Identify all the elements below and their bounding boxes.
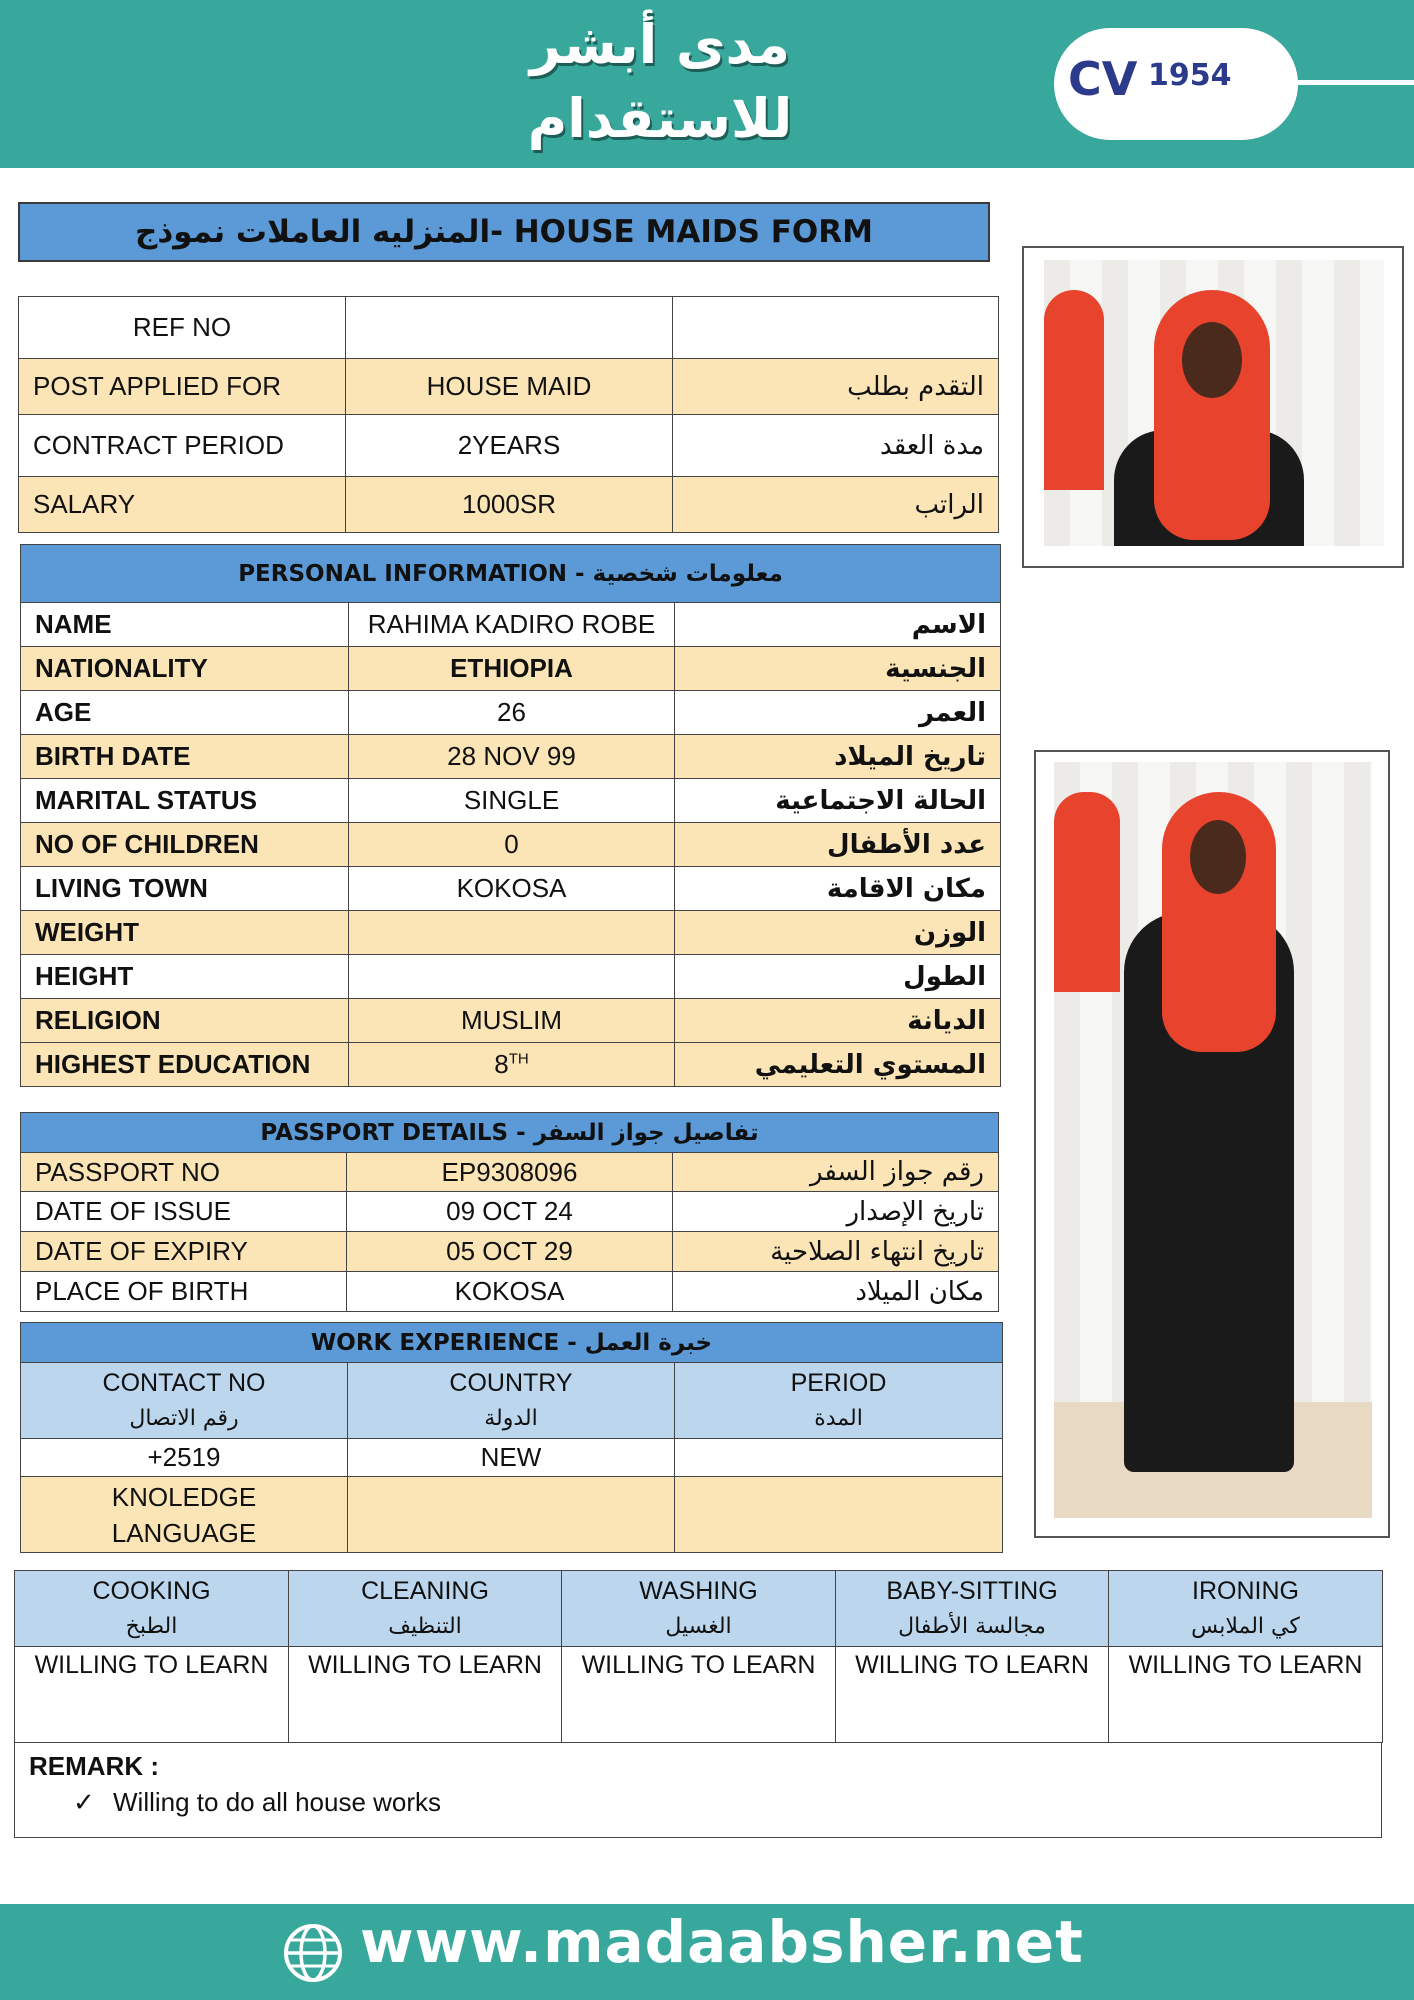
brand-logo-text [480,8,840,156]
table-row [15,1647,1383,1743]
field-label-ar: الجنسية [675,647,1001,691]
field-value: SINGLE [349,779,675,823]
field-label: NATIONALITY [21,647,349,691]
field-label-ar: مكان الميلاد [673,1272,999,1312]
table-row [21,691,1001,735]
field-label-ar: عدد الأطفال [675,823,1001,867]
skill-header [15,1571,289,1647]
side-reflection [1054,792,1120,992]
table-row [21,1113,999,1153]
field-label: RELIGION [21,999,349,1043]
column-header-ar: الدولة [484,1405,538,1431]
ref-no-label: REF NO [19,297,346,359]
field-label-ar: رقم جواز السفر [673,1153,999,1192]
table-row [21,999,1001,1043]
personal-info-table [20,544,1001,1087]
field-label: NO OF CHILDREN [21,823,349,867]
table-row [21,955,1001,999]
education-value: 8 [494,1049,509,1079]
face [1190,820,1246,894]
period-value [675,1439,1003,1477]
post-ar: التقدم بطلب [673,359,999,415]
table-row [21,1232,999,1272]
skill-name-ar: كي الملابس [1191,1613,1300,1639]
contract-value: 2YEARS [346,415,673,477]
skill-header [289,1571,562,1647]
field-value: 0 [349,823,675,867]
field-label-ar: تاريخ الإصدار [673,1192,999,1232]
table-row [21,823,1001,867]
column-header-ar: المدة [814,1405,863,1431]
remark-box [14,1742,1382,1838]
skill-name-ar: الغسيل [665,1613,732,1639]
field-value: MUSLIM [349,999,675,1043]
field-label: BIRTH DATE [21,735,349,779]
remark-title: REMARK : [29,1751,159,1781]
knowledge-value [348,1477,675,1553]
brand-line-2: للاستقدام [527,87,793,150]
table-row [21,735,1001,779]
globe-icon [282,1922,344,1984]
field-label: MARITAL STATUS [21,779,349,823]
field-label: NAME [21,603,349,647]
skill-level: WILLING TO LEARN [289,1647,562,1743]
knowledge-line: KNOLEDGE [111,1481,257,1512]
skill-name: IRONING [1192,1576,1299,1605]
brand-line-1: مدى أبشر [529,13,791,76]
column-header-ar: رقم الاتصال [129,1405,239,1431]
application-table [18,296,999,533]
table-row [21,1043,1001,1087]
field-label: DATE OF EXPIRY [21,1232,347,1272]
post-value: HOUSE MAID [346,359,673,415]
field-value: 26 [349,691,675,735]
table-row [19,359,999,415]
passport-table [20,1112,999,1312]
website-link[interactable]: www.madaabsher.net [360,1908,1084,1976]
skills-table [14,1570,1383,1743]
table-row [21,545,1001,603]
field-label: HIGHEST EDUCATION [21,1043,349,1087]
side-reflection [1044,290,1104,490]
fullbody-photo-frame [1034,750,1390,1538]
column-header-en: CONTACT NO [102,1368,266,1397]
table-row [21,1323,1003,1363]
ref-no-value [346,297,673,359]
skill-header [562,1571,836,1647]
column-header [675,1363,1003,1439]
salary-value: 1000SR [346,477,673,533]
personal-info-title: PERSONAL INFORMATION - معلومات شخصية [21,545,1001,603]
form-title: المنزليه العاملات نموذج- HOUSE MAIDS FORM [18,202,990,262]
field-label: AGE [21,691,349,735]
education-suffix: TH [508,1050,529,1068]
table-row [21,1192,999,1232]
portrait-photo-frame [1022,246,1404,568]
salary-ar: الراتب [673,477,999,533]
table-row [19,415,999,477]
table-row [21,647,1001,691]
skill-level: WILLING TO LEARN [836,1647,1109,1743]
field-value: EP9308096 [347,1153,673,1192]
table-row [21,1363,1003,1439]
contract-label: CONTRACT PERIOD [19,415,346,477]
field-value: KOKOSA [347,1272,673,1312]
country-value: NEW [348,1439,675,1477]
check-icon: ✓ [73,1787,95,1817]
face [1182,322,1242,398]
field-label-ar: الطول [675,955,1001,999]
field-label-ar: الاسم [675,603,1001,647]
cv-label: CV [1068,52,1138,106]
skill-header [1109,1571,1383,1647]
skill-name-ar: مجالسة الأطفال [898,1613,1046,1639]
skill-name-ar: الطبخ [125,1613,178,1639]
portrait-photo [1044,260,1384,546]
field-value [349,911,675,955]
column-header-en: COUNTRY [449,1368,573,1397]
field-label: HEIGHT [21,955,349,999]
knowledge-value [675,1477,1003,1553]
table-row [15,1571,1383,1647]
table-row [19,297,999,359]
skill-name: COOKING [92,1576,211,1605]
skill-level: WILLING TO LEARN [15,1647,289,1743]
skill-level: WILLING TO LEARN [1109,1647,1383,1743]
field-label-ar: مكان الاقامة [675,867,1001,911]
table-row [21,1272,999,1312]
field-label: WEIGHT [21,911,349,955]
skill-name: BABY-SITTING [886,1576,1058,1605]
skill-name: CLEANING [361,1576,489,1605]
column-header [21,1363,348,1439]
field-label: PASSPORT NO [21,1153,347,1192]
cv-number: 1954 [1148,58,1232,93]
field-value: ETHIOPIA [349,647,675,691]
field-label-ar: الحالة الاجتماعية [675,779,1001,823]
field-label-ar: العمر [675,691,1001,735]
field-value: 28 NOV 99 [349,735,675,779]
field-label-ar: الديانة [675,999,1001,1043]
column-header-en: PERIOD [790,1368,887,1397]
field-label: LIVING TOWN [21,867,349,911]
table-row [21,603,1001,647]
fullbody-photo [1054,762,1372,1518]
field-value: RAHIMA KADIRO ROBE [349,603,675,647]
language-line: LANGUAGE [111,1517,257,1548]
field-label: PLACE OF BIRTH [21,1272,347,1312]
column-header [348,1363,675,1439]
skill-header [836,1571,1109,1647]
post-label: POST APPLIED FOR [19,359,346,415]
skill-name-ar: التنظيف [388,1613,462,1639]
remark-text: Willing to do all house works [113,1787,442,1817]
contract-ar: مدة العقد [673,415,999,477]
table-row [19,477,999,533]
field-label-ar: تاريخ الميلاد [675,735,1001,779]
ref-no-ar [673,297,999,359]
skill-level: WILLING TO LEARN [562,1647,836,1743]
table-row [21,779,1001,823]
field-label-ar: الوزن [675,911,1001,955]
work-experience-title: WORK EXPERIENCE - خبرة العمل [21,1323,1003,1363]
field-value [349,1043,675,1087]
skill-name: WASHING [639,1576,758,1605]
field-label-ar: المستوي التعليمي [675,1043,1001,1087]
table-row [21,867,1001,911]
field-value [349,955,675,999]
table-row [21,1439,1003,1477]
field-label-ar: تاريخ انتهاء الصلاحية [673,1232,999,1272]
field-label: DATE OF ISSUE [21,1192,347,1232]
salary-label: SALARY [19,477,346,533]
knowledge-language-label [21,1477,348,1553]
passport-title: PASSPORT DETAILS - تفاصيل جواز السفر [21,1113,999,1153]
header-divider [1296,80,1414,85]
table-row [21,911,1001,955]
table-row [21,1153,999,1192]
remark-item [73,1787,441,1818]
field-value: 09 OCT 24 [347,1192,673,1232]
table-row [21,1477,1003,1553]
field-value: KOKOSA [349,867,675,911]
field-value: 05 OCT 29 [347,1232,673,1272]
contact-value: +2519 [21,1439,348,1477]
work-experience-table [20,1322,1003,1553]
